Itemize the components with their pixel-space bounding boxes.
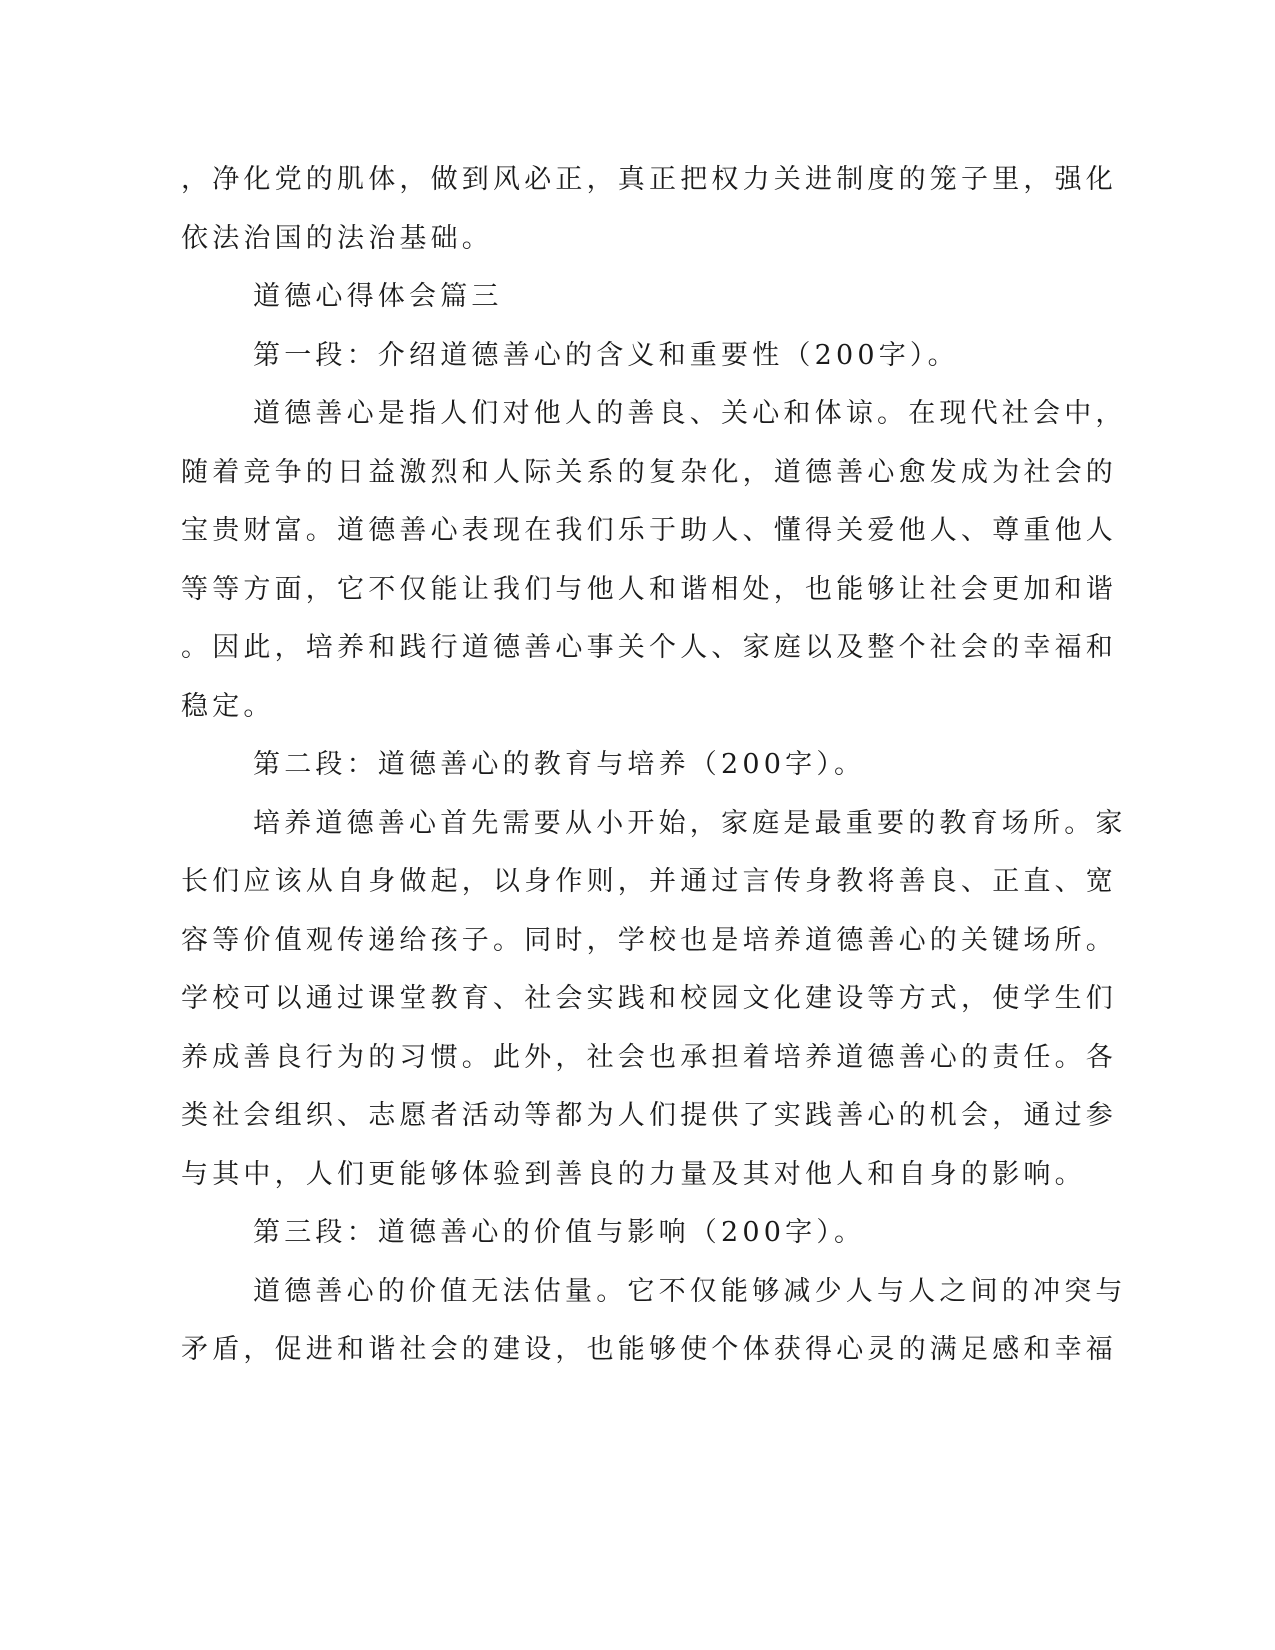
section-heading: 道德心得体会篇三 bbox=[253, 281, 503, 312]
text-line: 等等方面，它不仅能让我们与他人和谐相处，也能够让社会更加和谐 bbox=[181, 573, 1117, 605]
document-body bbox=[181, 151, 1127, 1380]
text-line: 类社会组织、志愿者活动等都为人们提供了实践善心的机会，通过参 bbox=[181, 1100, 1117, 1131]
text-line: 随着竞争的日益激烈和人际关系的复杂化，道德善心愈发成为社会的 bbox=[181, 456, 1117, 488]
text-line: ，净化党的肌体，做到风必正，真正把权力关进制度的笼子里，强化 bbox=[181, 164, 1117, 195]
text-line: 道德善心的价值无法估量。它不仅能够减少人与人之间的冲突与 bbox=[253, 1275, 1127, 1307]
paragraph-heading: 第二段：道德善心的教育与培养（200字）。 bbox=[253, 749, 866, 780]
text-line: 宝贵财富。道德善心表现在我们乐于助人、懂得关爱他人、尊重他人 bbox=[181, 515, 1117, 546]
paragraph-heading: 第三段：道德善心的价值与影响（200字）。 bbox=[253, 1217, 866, 1248]
text-line: 稳定。 bbox=[181, 690, 275, 722]
paragraph-heading: 第一段：介绍道德善心的含义和重要性（200字）。 bbox=[253, 339, 959, 371]
text-line: 学校可以通过课堂教育、社会实践和校园文化建设等方式，使学生们 bbox=[181, 983, 1117, 1014]
text-line: 。因此，培养和践行道德善心事关个人、家庭以及整个社会的幸福和 bbox=[181, 632, 1117, 663]
text-line: 依法治国的法治基础。 bbox=[181, 222, 493, 254]
text-line: 道德善心是指人们对他人的善良、关心和体谅。在现代社会中， bbox=[253, 398, 1127, 429]
text-line: 容等价值观传递给孩子。同时，学校也是培养道德善心的关键场所。 bbox=[181, 924, 1117, 956]
text-line: 养成善良行为的习惯。此外，社会也承担着培养道德善心的责任。各 bbox=[181, 1041, 1117, 1073]
text-line: 长们应该从自身做起，以身作则，并通过言传身教将善良、正直、宽 bbox=[181, 866, 1117, 897]
text-line: 矛盾，促进和谐社会的建设，也能够使个体获得心灵的满足感和幸福 bbox=[181, 1334, 1117, 1365]
text-line: 培养道德善心首先需要从小开始，家庭是最重要的教育场所。家 bbox=[253, 807, 1127, 839]
text-line: 与其中，人们更能够体验到善良的力量及其对他人和自身的影响。 bbox=[181, 1158, 1086, 1190]
